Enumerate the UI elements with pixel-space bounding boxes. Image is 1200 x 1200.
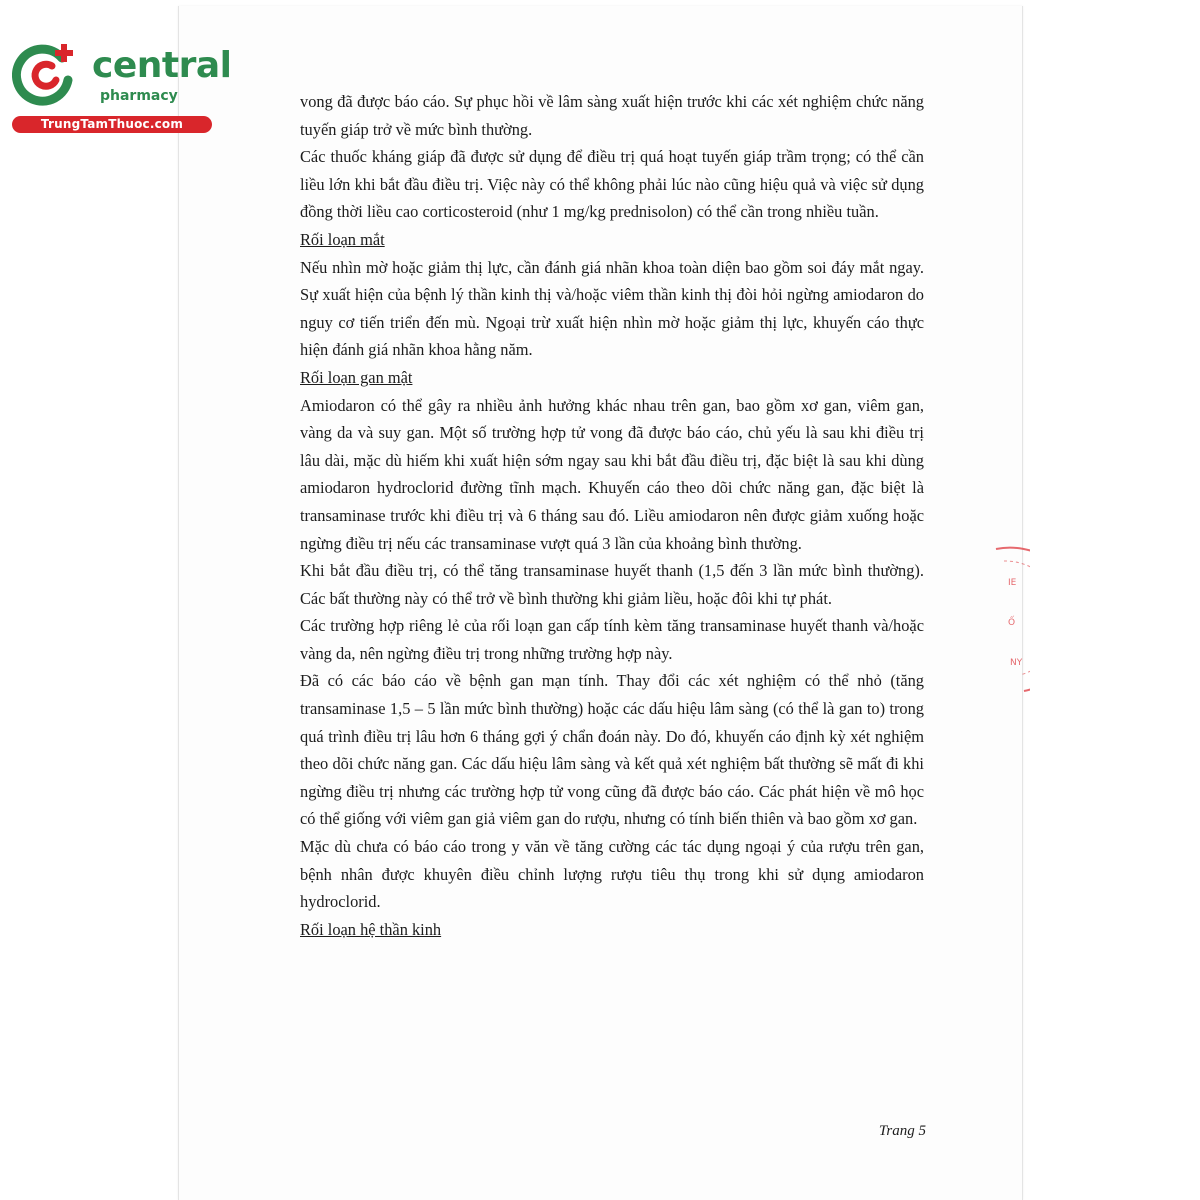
- brand-logo[interactable]: [8, 36, 232, 136]
- body-paragraph: Đã có các báo cáo về bệnh gan mạn tính. Thay đổi các xét nghiệm có thể nhỏ (tăng transaminase 1,5 – 5 lần mức bình thường) hoặc các dấu hiệu lâm sàng (có thể là gan to) trong quá trình điều trị lâu hơn 6 tháng gợi ý chẩn đoán này. Do đó, khuyến cáo định kỳ xét nghiệm theo dõi chức năng gan. Các dấu hiệu lâm sàng và kết quả xét nghiệm bất thường sẽ mất đi khi ngừng điều trị nhưng các trường hợp tử vong cũng đã được báo cáo. Các phát hiện về mô học có thể giống với viêm gan giả viêm gan do rượu, nhưng có tính biến thiên và bao gồm xơ gan.: [300, 671, 924, 829]
- svg-text:IE: IE: [1008, 578, 1017, 588]
- body-paragraph: Các trường hợp riêng lẻ của rối loạn gan cấp tính kèm tăng transaminase huyết thanh và/hoặc vàng da, nên ngừng điều trị trong những trường hợp này.: [300, 616, 924, 663]
- pharmacy-cross-icon: [12, 40, 78, 106]
- body-paragraph: vong đã được báo cáo. Sự phục hồi về lâm sàng xuất hiện trước khi các xét nghiệm chức năng tuyến giáp trở về mức bình thường.: [300, 92, 924, 139]
- section-heading: Rối loạn mắt: [300, 229, 385, 249]
- brand-website-banner: TrungTamThuoc.com: [12, 116, 212, 133]
- svg-text:NY: NY: [1010, 658, 1023, 668]
- brand-name: central: [92, 45, 232, 86]
- body-paragraph: Amiodaron có thể gây ra nhiều ảnh hưởng khác nhau trên gan, bao gồm xơ gan, viêm gan, vàng da và suy gan. Một số trường hợp tử vong đã được báo cáo, chủ yếu là sau khi điều trị lâu dài, mặc dù hiếm khi xuất hiện sớm ngay sau khi bắt đầu điều trị, đặc biệt là sau khi dùng amiodaron hydroclorid đường tĩnh mạch. Khuyến cáo theo dõi chức năng gan, đặc biệt là transaminase trước khi điều trị và 6 tháng sau đó. Liều amiodaron nên được giảm xuống hoặc ngừng điều trị nếu các transaminase vượt quá 3 lần của khoảng bình thường.: [300, 395, 924, 553]
- section-heading: Rối loạn gan mật: [300, 367, 413, 387]
- body-paragraph: Các thuốc kháng giáp đã được sử dụng để điều trị quá hoạt tuyến giáp trầm trọng; có thể cần liều lớn khi bắt đầu điều trị. Việc này có thể không phải lúc nào cũng hiệu quả và việc sử dụng đồng thời liều cao corticosteroid (như 1 mg/kg prednisolon) có thể cần trong nhiều tuần.: [300, 147, 924, 222]
- body-paragraph: Khi bắt đầu điều trị, có thể tăng transaminase huyết thanh (1,5 đến 3 lần mức bình thường). Các bất thường này có thể trở về bình thường khi giảm liều, hoặc đôi khi tự phát.: [300, 561, 924, 608]
- section-heading: Rối loạn hệ thần kinh: [300, 919, 442, 939]
- page-number: Trang 5: [878, 1123, 926, 1139]
- red-stamp-seal: [990, 545, 1030, 695]
- body-paragraph: Nếu nhìn mờ hoặc giảm thị lực, cần đánh giá nhãn khoa toàn diện bao gồm soi đáy mắt ngay. Sự xuất hiện của bệnh lý thần kinh thị và/hoặc viêm thần kinh thị đòi hỏi ngừng amiodaron do nguy cơ tiến triển đến mù. Ngoại trừ xuất hiện nhìn mờ hoặc giảm thị lực, khuyến cáo thực hiện đánh giá nhãn khoa hằng năm.: [300, 257, 924, 360]
- document-body: [300, 88, 924, 943]
- brand-subtitle: pharmacy: [100, 88, 178, 104]
- body-paragraph: Mặc dù chưa có báo cáo trong y văn về tăng cường các tác dụng ngoại ý của rượu trên gan, bệnh nhân được khuyên điều chỉnh lượng rượu tiêu thụ trong khi sử dụng amiodaron hydroclorid.: [300, 837, 924, 912]
- svg-text:Ố: Ố: [1008, 618, 1016, 628]
